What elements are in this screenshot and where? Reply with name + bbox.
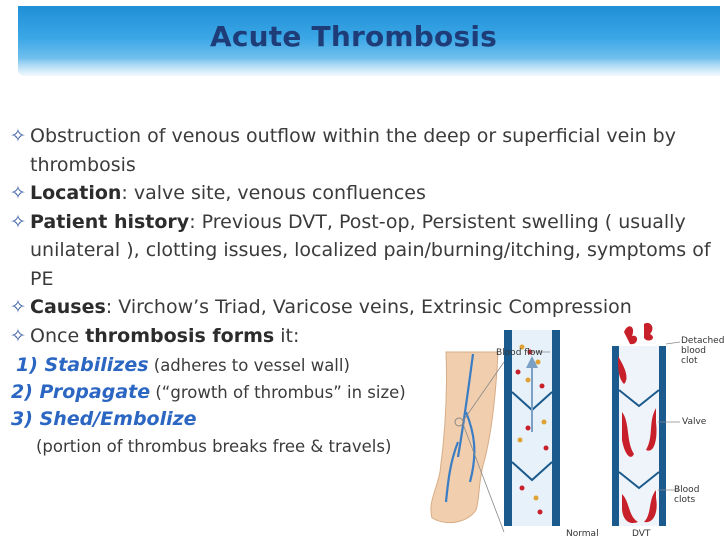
label-blood-clots: Blood clots — [674, 485, 700, 505]
bullet-star-icon: ✧ — [10, 125, 26, 147]
bullet-text: : valve site, venous confluences — [121, 182, 426, 204]
label-valve: Valve — [682, 417, 707, 427]
thrombosis-steps — [8, 352, 428, 460]
step-label: Stabilizes — [44, 354, 149, 376]
step-number: 2) — [11, 381, 40, 403]
bullet-list — [10, 122, 715, 350]
leg-image — [431, 352, 498, 523]
step-desc: (“growth of thrombus” in size) — [150, 383, 406, 402]
bullet-text: : Virchow’s Triad, Varicose veins, Extrinsic Compression — [105, 296, 632, 318]
bullet-heading: thrombosis forms — [85, 324, 275, 347]
bullet-star-icon: ✧ — [10, 324, 26, 347]
step-desc: (portion of thrombus breaks free & travels) — [36, 437, 392, 456]
bullet-text: it: — [274, 324, 300, 347]
bullet-star-icon: ✧ — [10, 210, 26, 233]
slide-title: Acute Thrombosis — [210, 20, 497, 53]
label-dvt: DVT — [632, 529, 651, 539]
bullet-causes — [10, 293, 715, 322]
dvt-illustration-svg — [418, 322, 720, 540]
bullet-obstruction — [10, 122, 715, 179]
bullet-heading: Location — [30, 182, 122, 204]
step-number: 3) — [11, 408, 40, 430]
step-shed-embolize — [8, 406, 428, 433]
bullet-heading: Causes — [30, 296, 106, 318]
bullet-patient-history — [10, 208, 715, 294]
step-desc: (adheres to vessel wall) — [148, 356, 350, 375]
bullet-location — [10, 179, 715, 208]
dvt-illustration — [418, 322, 724, 540]
step-stabilizes — [8, 352, 428, 379]
step-label: Propagate — [39, 381, 151, 403]
label-detached: Detached — [681, 336, 724, 346]
step-number: 1) — [16, 354, 45, 376]
bullet-text: : Previous DVT, Post-op, Persistent swelling ( usually unilateral ), clotting issues, localized pain/burning/itching, symptoms of PE — [30, 210, 711, 290]
bullet-star-icon: ✧ — [10, 182, 26, 204]
label-blood-flow: Blood flow — [496, 348, 543, 358]
bullet-text: Obstruction of venous outflow within the deep or superficial vein by thrombosis — [30, 125, 676, 176]
step-label: Shed/Embolize — [39, 408, 197, 430]
bullet-text: Once — [30, 324, 86, 347]
step-shed-desc — [8, 433, 428, 460]
bullet-star-icon: ✧ — [10, 296, 26, 318]
label-normal: Normal — [566, 529, 599, 539]
step-propagate — [8, 379, 428, 406]
bullet-heading: Patient history — [30, 210, 190, 233]
label-detached-clot: blood clot — [681, 346, 706, 366]
